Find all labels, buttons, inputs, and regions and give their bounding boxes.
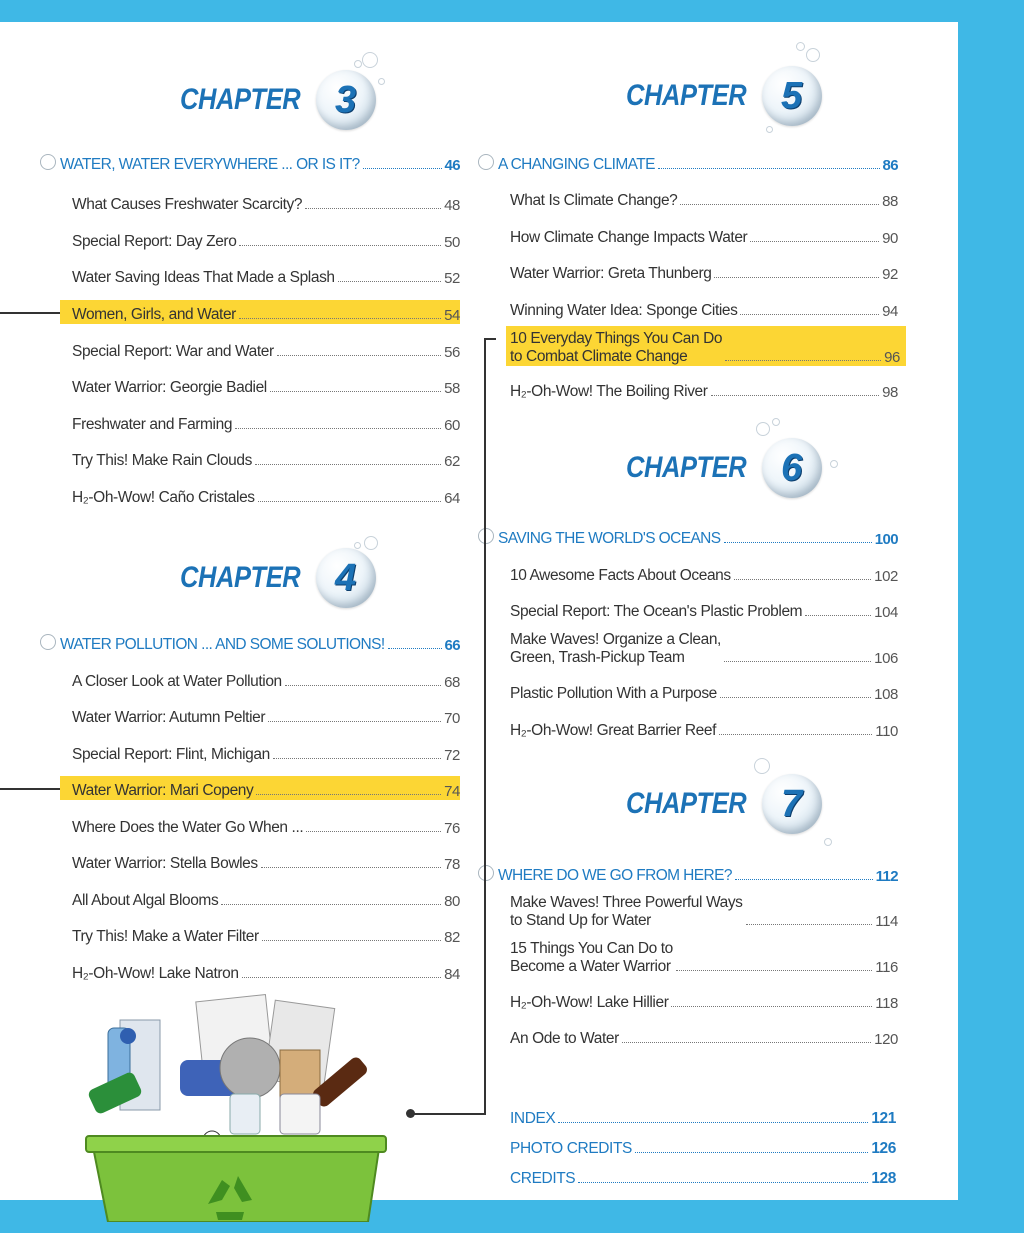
entry-page: 110 (875, 723, 898, 740)
chapter-number: 6 (780, 446, 803, 489)
toc-entry[interactable] (72, 446, 460, 470)
chapter-6-section-title[interactable] (498, 524, 898, 548)
entry-title: H₂-Oh-Wow! Caño Cristales (72, 489, 255, 506)
leader-dots (306, 831, 441, 832)
chapter-number-bubble (762, 438, 822, 498)
bubble-icon (830, 460, 838, 468)
entry-page: 52 (444, 270, 460, 287)
bubble-icon (362, 52, 378, 68)
entry-title-line: Green, Trash-Pickup Team (510, 649, 685, 666)
toc-entry-highlighted[interactable] (60, 300, 460, 324)
connector-line (484, 338, 486, 1114)
toc-entry[interactable] (510, 679, 898, 703)
leader-dots (714, 277, 879, 278)
entry-title: Where Does the Water Go When ... (72, 819, 304, 836)
entry-page: 106 (874, 650, 898, 667)
toc-entry[interactable] (72, 740, 460, 764)
bubble-icon (824, 838, 832, 846)
entry-title: Winning Water Idea: Sponge Cities (510, 302, 738, 319)
leader-dots (711, 395, 880, 396)
leader-dots (734, 579, 871, 580)
toc-entry[interactable] (72, 410, 460, 434)
leader-dots (363, 168, 442, 169)
entry-page: 108 (874, 686, 898, 703)
chapter-7-section-title[interactable] (498, 861, 898, 885)
chapter-3-heading (180, 70, 376, 130)
entry-title: WATER POLLUTION ... AND SOME SOLUTIONS! (60, 636, 385, 653)
connector-line (0, 312, 60, 314)
entry-page: 46 (444, 157, 460, 174)
toc-entry[interactable] (72, 667, 460, 691)
chapter-5-heading (626, 66, 822, 126)
leader-dots (270, 391, 441, 392)
leader-dots (671, 1006, 872, 1007)
chapter-word: CHAPTER (626, 787, 747, 820)
entry-title-line: to Stand Up for Water (510, 912, 651, 929)
chapter-number: 7 (780, 782, 803, 825)
entry-page: 82 (444, 929, 460, 946)
leader-dots (622, 1042, 871, 1043)
toc-entry[interactable] (72, 886, 460, 910)
chapter-number: 3 (334, 78, 357, 121)
leader-dots (242, 977, 441, 978)
entry-page: 66 (444, 637, 460, 654)
leader-dots (740, 314, 879, 315)
chapter-word: CHAPTER (626, 451, 747, 484)
leader-dots (735, 879, 873, 880)
chapter-word: CHAPTER (180, 83, 301, 116)
leader-dots (719, 734, 872, 735)
entry-title-line: Make Waves! Organize a Clean, (510, 631, 721, 648)
chapter-3-section-title[interactable] (60, 150, 460, 174)
chapter-number-bubble (316, 70, 376, 130)
entry-title: Freshwater and Farming (72, 416, 233, 433)
leader-dots (305, 208, 441, 209)
toc-entry[interactable] (510, 716, 898, 740)
entry-page: 94 (882, 303, 898, 320)
bubble-icon (354, 542, 361, 549)
entry-title-line: 10 Everyday Things You Can Do (510, 330, 723, 347)
entry-title: Water Warrior: Stella Bowles (72, 855, 258, 872)
entry-page: 112 (875, 868, 898, 885)
recycling-bin-illustration (80, 990, 420, 1222)
toc-entry[interactable] (72, 703, 460, 727)
entry-title: H₂-Oh-Wow! Great Barrier Reef (510, 722, 717, 739)
leader-dots (258, 501, 441, 502)
leader-dots (680, 204, 879, 205)
entry-title: Water Warrior: Georgie Badiel (72, 379, 267, 396)
entry-page: 60 (444, 417, 460, 434)
entry-page: 128 (871, 1170, 896, 1187)
toc-entry[interactable] (510, 296, 898, 320)
entry-title: Try This! Make Rain Clouds (72, 452, 252, 469)
entry-title (510, 631, 721, 667)
toc-entry[interactable] (510, 259, 898, 283)
back-matter-credits[interactable] (510, 1166, 896, 1188)
leader-dots (261, 867, 441, 868)
toc-entry[interactable] (510, 561, 898, 585)
leader-dots (725, 360, 881, 361)
entry-page: 121 (871, 1110, 896, 1127)
entry-page: 58 (444, 380, 460, 397)
entry-title: PHOTO CREDITS (510, 1140, 632, 1157)
chapter-4-heading (180, 548, 376, 608)
entry-page: 56 (444, 344, 460, 361)
chapter-word: CHAPTER (180, 561, 301, 594)
entry-title: INDEX (510, 1110, 556, 1127)
entry-title: WHERE DO WE GO FROM HERE? (498, 867, 732, 884)
entry-title: H₂-Oh-Wow! Lake Natron (72, 965, 239, 982)
leader-dots (805, 615, 871, 616)
entry-page: 86 (882, 157, 898, 174)
leader-dots (239, 245, 441, 246)
connector-line (412, 1113, 486, 1115)
entry-page: 62 (444, 453, 460, 470)
leader-dots (724, 661, 871, 662)
bubble-icon (772, 418, 780, 426)
toc-entry-highlighted[interactable] (60, 776, 460, 800)
entry-title-line: 15 Things You Can Do to (510, 940, 673, 957)
entry-page: 70 (444, 710, 460, 727)
entry-title: All About Algal Blooms (72, 892, 219, 909)
entry-title: WATER, WATER EVERYWHERE ... OR IS IT? (60, 156, 360, 173)
toc-entry[interactable] (72, 373, 460, 397)
leader-dots (388, 648, 442, 649)
chapter-number-bubble (762, 774, 822, 834)
entry-title: Water Warrior: Greta Thunberg (510, 265, 712, 282)
entry-page: 48 (444, 197, 460, 214)
leader-dots (720, 697, 871, 698)
entry-page: 88 (882, 193, 898, 210)
leader-dots (256, 794, 441, 795)
entry-title-line: Become a Water Warrior (510, 958, 671, 975)
toc-entry[interactable] (510, 890, 898, 930)
entry-page: 114 (875, 913, 898, 930)
entry-title: Special Report: Flint, Michigan (72, 746, 270, 763)
bubble-icon (378, 78, 385, 85)
toc-entry[interactable] (72, 337, 460, 361)
trash-items-icon (87, 995, 370, 1149)
leader-dots (658, 168, 880, 169)
toc-entry[interactable] (72, 227, 460, 251)
entry-page: 120 (874, 1031, 898, 1048)
leader-dots (635, 1152, 868, 1153)
entry-page: 54 (444, 307, 460, 324)
entry-title: Plastic Pollution With a Purpose (510, 685, 717, 702)
entry-page: 126 (871, 1140, 896, 1157)
chapter-4-section-title[interactable] (60, 630, 460, 654)
toc-entry[interactable] (510, 988, 898, 1012)
leader-dots (578, 1182, 868, 1183)
entry-page: 78 (444, 856, 460, 873)
connector-line (0, 788, 60, 790)
leader-dots (676, 970, 872, 971)
leader-dots (255, 464, 441, 465)
entry-title: H₂-Oh-Wow! The Boiling River (510, 383, 708, 400)
entry-page: 84 (444, 966, 460, 983)
entry-page: 102 (874, 568, 898, 585)
leader-dots (235, 428, 441, 429)
toc-entry[interactable] (510, 597, 898, 621)
entry-title: Try This! Make a Water Filter (72, 928, 259, 945)
leader-dots (273, 758, 441, 759)
toc-entry[interactable] (510, 186, 898, 210)
entry-title: SAVING THE WORLD'S OCEANS (498, 530, 721, 547)
leader-dots (338, 281, 441, 282)
entry-page: 74 (444, 783, 460, 800)
bubble-icon (756, 422, 770, 436)
entry-page: 90 (882, 230, 898, 247)
chapter-number-bubble (762, 66, 822, 126)
entry-title (510, 330, 722, 366)
chapter-6-heading (626, 438, 822, 498)
leader-dots (285, 685, 441, 686)
bubble-icon (364, 536, 378, 550)
leader-dots (262, 940, 441, 941)
toc-page (0, 22, 958, 1200)
entry-title-line: Make Waves! Three Powerful Ways (510, 894, 743, 911)
back-matter-index[interactable] (510, 1106, 896, 1128)
entry-title: Water Saving Ideas That Made a Splash (72, 269, 335, 286)
entry-title: Water Warrior: Autumn Peltier (72, 709, 266, 726)
entry-page: 98 (882, 384, 898, 401)
leader-dots (750, 241, 879, 242)
entry-title: Water Warrior: Mari Copeny (72, 782, 254, 799)
leader-dots (221, 904, 441, 905)
entry-page: 96 (884, 349, 900, 366)
leader-dots (746, 924, 873, 925)
back-matter-photo-credits[interactable] (510, 1136, 896, 1158)
entry-title (510, 894, 743, 930)
chapter-5-section-title[interactable] (498, 150, 898, 174)
toc-entry[interactable] (72, 959, 460, 983)
entry-title: How Climate Change Impacts Water (510, 229, 748, 246)
chapter-number: 5 (780, 74, 803, 117)
entry-page: 68 (444, 674, 460, 691)
entry-title: What Causes Freshwater Scarcity? (72, 196, 303, 213)
entry-title: Special Report: Day Zero (72, 233, 237, 250)
entry-page: 80 (444, 893, 460, 910)
toc-entry[interactable] (510, 377, 898, 401)
entry-title-line: to Combat Climate Change (510, 348, 688, 365)
entry-page: 100 (874, 531, 898, 548)
toc-entry[interactable] (72, 813, 460, 837)
toc-entry[interactable] (72, 483, 460, 507)
toc-entry[interactable] (510, 223, 898, 247)
leader-dots (239, 318, 441, 319)
bubble-icon (354, 60, 362, 68)
leader-dots (277, 355, 441, 356)
entry-page: 104 (874, 604, 898, 621)
entry-page: 50 (444, 234, 460, 251)
entry-title: Special Report: War and Water (72, 343, 274, 360)
entry-title: H₂-Oh-Wow! Lake Hillier (510, 994, 669, 1011)
bubble-icon (796, 42, 805, 51)
chapter-7-heading (626, 774, 822, 834)
toc-entry[interactable] (510, 936, 898, 976)
bubble-icon (754, 758, 770, 774)
entry-title: An Ode to Water (510, 1030, 619, 1047)
entry-title (510, 940, 673, 976)
toc-entry[interactable] (72, 263, 460, 287)
entry-title: What Is Climate Change? (510, 192, 678, 209)
chapter-number: 4 (334, 556, 357, 599)
bubble-icon (766, 126, 773, 133)
chapter-word: CHAPTER (626, 79, 747, 112)
chapter-number-bubble (316, 548, 376, 608)
toc-entry[interactable] (72, 849, 460, 873)
entry-title: Special Report: The Ocean's Plastic Problem (510, 603, 803, 620)
entry-title: Women, Girls, and Water (72, 306, 236, 323)
entry-page: 116 (875, 959, 898, 976)
toc-entry-highlighted[interactable] (506, 326, 906, 366)
entry-title: A Closer Look at Water Pollution (72, 673, 282, 690)
bubble-icon (806, 48, 820, 62)
leader-dots (724, 542, 872, 543)
entry-title: CREDITS (510, 1170, 576, 1187)
toc-entry[interactable] (510, 1024, 898, 1048)
leader-dots (268, 721, 441, 722)
toc-entry[interactable] (510, 627, 898, 667)
toc-entry[interactable] (72, 922, 460, 946)
entry-page: 64 (444, 490, 460, 507)
entry-page: 92 (882, 266, 898, 283)
entry-page: 76 (444, 820, 460, 837)
entry-title: A CHANGING CLIMATE (498, 156, 655, 173)
bin-rim (86, 1136, 386, 1152)
toc-entry[interactable] (72, 190, 460, 214)
leader-dots (558, 1122, 868, 1123)
entry-page: 72 (444, 747, 460, 764)
entry-title: 10 Awesome Facts About Oceans (510, 567, 731, 584)
entry-page: 118 (875, 995, 898, 1012)
